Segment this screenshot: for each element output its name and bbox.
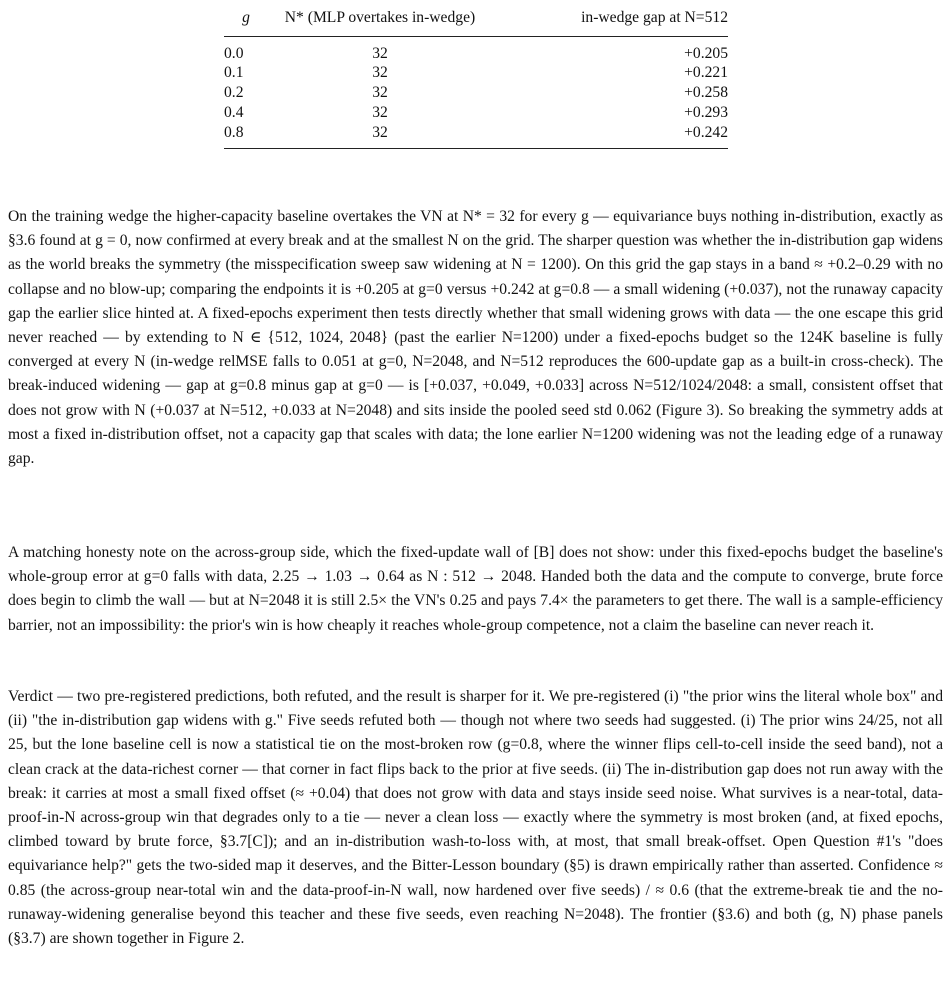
table-row <box>224 103 728 123</box>
cell-g: 0.1 <box>224 64 244 82</box>
cell-n-star: 32 <box>372 84 388 102</box>
cell-gap: +0.258 <box>684 84 728 102</box>
cell-g: 0.4 <box>224 103 244 121</box>
cell-gap: +0.293 <box>684 103 728 121</box>
paragraph-across-group-note: A matching honesty note on the across-group side, which the fixed-update wall of [B] does not show: under this fixed-epochs budget the baseline's whole-group error at g=0 falls with data, 2.25 → 1.03 → 0.64 as N : 512 → 2048. Handed both the data and the compute to converge, brute force does begin to climb the wall — but at N=2048 it is still 2.5× the VN's 0.25 and pays 7.4× the parameters to get there. The wall is a sample-efficiency barrier, not an impossibility: the prior's win is how cheaply it reaches whole-group competence, not a claim the baseline can never reach it. <box>8 544 943 634</box>
cell-gap: +0.242 <box>492 123 728 149</box>
paragraph-verdict: Verdict — two pre-registered predictions, both refuted, and the result is sharper for it. We pre-registered (i) "the prior wins the literal whole box" and (ii) "the in-distribution gap widens with g." Five seeds refuted both — though not where two seeds had suggested. (i) The prior wins 24/25, not all 25, but the lone baseline cell is now a statistical tie on the most-broken row (g=0.8, where the winner flips cell-to-cell inside the seed band), not a clean crack at the data-richest corner — that corner in fact flips back to the prior at five seeds. (ii) The in-distribution gap does not run away with the break: it carries at most a small fixed offset (≈ +0.04) that does not grow with data and stays inside seed noise. What survives is a near-total, data-proof-in-N across-group win that degrades only to a tie — never a clean loss — exactly where the symmetry is most broken (and, at fixed epochs, climbed toward by brute force, §3.7[C]); and an in-distribution wash-to-loss with, at most, that small break-offset. Open Question #1's "does equivariance help?" gets the two-sided map it deserves, and the Bitter-Lesson boundary (§5) is drawn empirically rather than asserted. Confidence ≈ 0.85 (the across-group near-total win and the data-proof-in-N wall, now hardened over five seeds) / ≈ 0.6 (that the extreme-break tie and the no-runaway-widening generalise beyond this teacher and these five seeds, even reaching N=2048). The frontier (§3.6) and both (g, N) phase panels (§3.7) are shown together in Figure 2. <box>8 688 943 948</box>
cell-g: 0.0 <box>224 44 244 62</box>
table-header-row <box>224 0 728 36</box>
header-n-star: N* (MLP overtakes in-wedge) <box>268 0 492 36</box>
table-row <box>224 63 728 83</box>
cell-g: 0.8 <box>224 123 268 149</box>
cell-n-star: 32 <box>372 64 388 82</box>
cell-n-star: 32 <box>268 123 492 149</box>
results-table <box>224 0 728 149</box>
table-row <box>224 83 728 103</box>
cell-n-star: 32 <box>372 44 388 62</box>
cell-gap: +0.221 <box>684 64 728 82</box>
cell-g: 0.2 <box>224 84 244 102</box>
cell-gap: +0.205 <box>684 44 728 62</box>
paragraph-in-wedge-result: On the training wedge the higher-capacity baseline overtakes the VN at N* = 32 for every g — equivariance buys nothing in-distribution, exactly as §3.6 found at g = 0, now confirmed at every break and at the smallest N on the grid. The sharper question was whether the in-distribution gap widens as the world breaks the symmetry (the misspecification sweep saw widening at N = 1200). On this grid the gap stays in a band ≈ +0.2–0.29 with no collapse and no blow-up; comparing the endpoints it is +0.205 at g=0 versus +0.242 at g=0.8 — a small widening (+0.037), not the runaway capacity gap the earlier slice hinted at. A fixed-epochs experiment then tests directly whether that small widening grows with data — the one escape this grid never reached — by extending to N ∈ {512, 1024, 2048} (past the earlier N=1200) under a fixed-epochs budget so the 124K baseline is fully converged at every N (in-wedge relMSE falls to 0.051 at g=0, N=2048, and N=512 reproduces the 600-update gap as a built-in cross-check). The break-induced widening — gap at g=0.8 minus gap at g=0 — is [+0.037, +0.049, +0.033] across N=512/1024/2048: a small, consistent offset that does not grow with N (+0.037 at N=512, +0.033 at N=2048) and sits inside the pooled seed std 0.062 (Figure 3). So breaking the symmetry adds at most a fixed in-distribution offset, not a capacity gap that scales with data; the lone earlier N=1200 widening was not the leading edge of a runaway gap. <box>8 208 943 468</box>
table-row <box>224 123 728 149</box>
cell-n-star: 32 <box>372 103 388 121</box>
table-row <box>224 36 728 63</box>
header-g: g <box>224 0 268 36</box>
header-gap: in-wedge gap at N=512 <box>492 0 728 36</box>
